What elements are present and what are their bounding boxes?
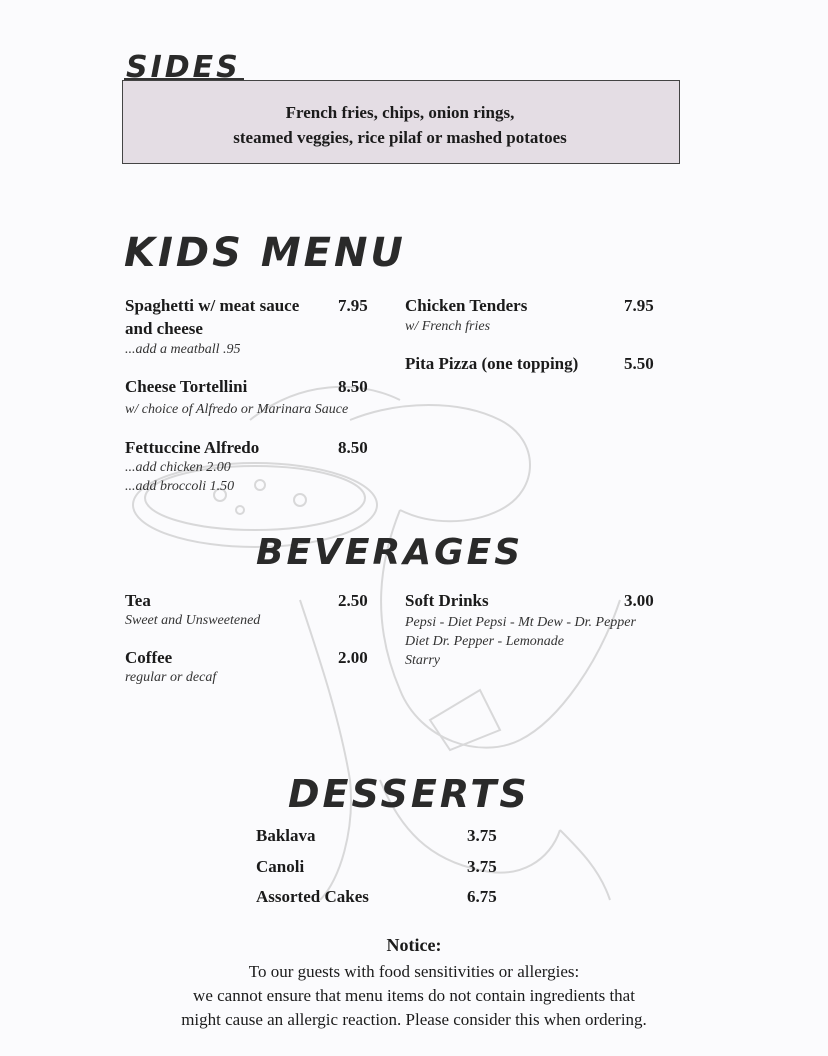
menu-item-name: Pita Pizza (one topping) <box>405 354 579 373</box>
notice-line-2: we cannot ensure that menu items do not contain ingredients that <box>193 986 635 1005</box>
menu-item-price: 2.00 <box>338 648 368 667</box>
menu-item-note: Sweet and Unsweetened <box>125 613 261 628</box>
menu-item-name: Spaghetti w/ meat sauce <box>125 296 300 315</box>
soft-drinks-line-1: Pepsi - Diet Pepsi - Mt Dew - Dr. Pepper <box>405 615 636 630</box>
menu-item-price: 6.75 <box>467 887 497 906</box>
menu-item-note: w/ choice of Alfredo or Marinara Sauce <box>125 402 349 417</box>
menu-item-price: 7.95 <box>338 296 368 315</box>
menu-item-price: 7.95 <box>624 296 654 315</box>
menu-item-name: Fettuccine Alfredo <box>125 438 260 457</box>
menu-item-note: w/ French fries <box>405 319 491 334</box>
menu-item-price: 8.50 <box>338 438 368 457</box>
menu-item-price: 5.50 <box>624 354 654 373</box>
menu-item-name: Soft Drinks <box>405 591 489 610</box>
sides-heading: SIDES <box>126 50 241 85</box>
notice-line-3: might cause an allergic reaction. Please consider this when ordering. <box>181 1010 647 1029</box>
menu-item-note: ...add broccoli 1.50 <box>125 479 235 494</box>
menu-item-name: Tea <box>125 591 151 610</box>
beverages-heading: BEVERAGES <box>256 532 524 573</box>
menu-item-name: Baklava <box>256 826 316 845</box>
menu-item-note: ...add chicken 2.00 <box>125 460 231 475</box>
sides-underline <box>124 78 244 80</box>
menu-item-price: 8.50 <box>338 377 368 396</box>
menu-item-name: Assorted Cakes <box>256 887 369 906</box>
desserts-heading: DESSERTS <box>288 772 530 816</box>
menu-item-name: Chicken Tenders <box>405 296 528 315</box>
menu-item-name: and cheese <box>125 319 203 338</box>
menu-item-name: Canoli <box>256 857 305 876</box>
soft-drinks-list <box>405 613 636 670</box>
sides-description <box>122 100 678 150</box>
menu-item-name: Coffee <box>125 648 173 667</box>
notice-line-1: To our guests with food sensitivities or allergies: <box>248 962 580 981</box>
menu-item-price: 3.00 <box>624 591 654 610</box>
notice-title: Notice: <box>386 935 442 955</box>
soft-drinks-line-3: Starry <box>405 653 440 668</box>
sides-line-1: French fries, chips, onion rings, <box>285 103 515 122</box>
menu-item-note: regular or decaf <box>125 670 217 685</box>
soft-drinks-line-2: Diet Dr. Pepper - Lemonade <box>405 634 565 649</box>
sides-line-2: steamed veggies, rice pilaf or mashed potatoes <box>233 128 567 147</box>
kids-menu-heading: KIDS MENU <box>124 230 406 276</box>
menu-item-name: Cheese Tortellini <box>125 377 248 396</box>
menu-item-price: 2.50 <box>338 591 368 610</box>
menu-item-note: ...add a meatball .95 <box>125 342 241 357</box>
menu-item-price: 3.75 <box>467 857 497 876</box>
menu-item-price: 3.75 <box>467 826 497 845</box>
